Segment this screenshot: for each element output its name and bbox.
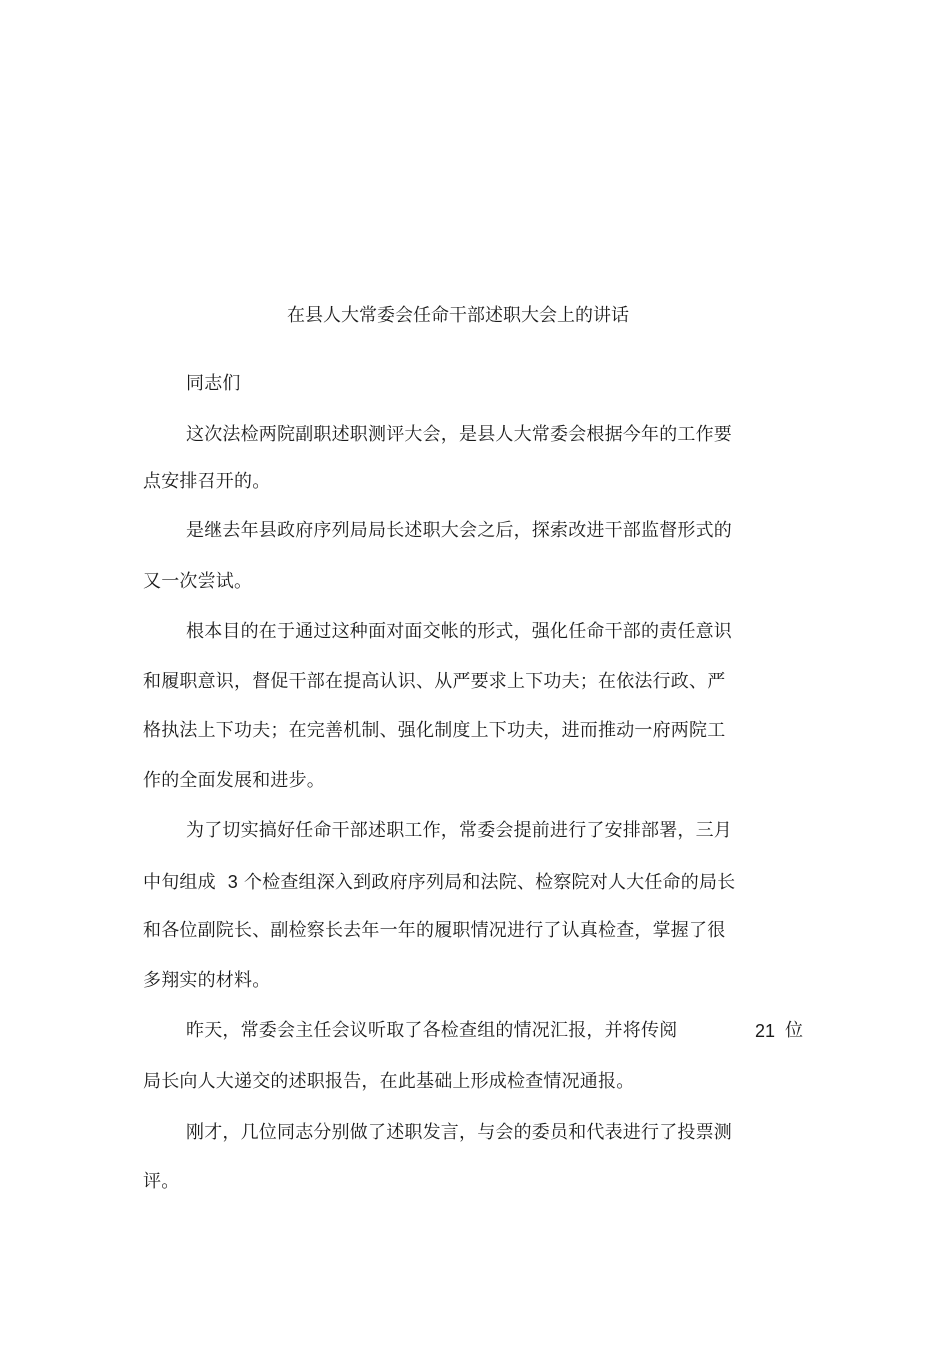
paragraph-line: 点安排召开的。	[143, 471, 271, 492]
text-segment: 个检查组深入到政府序列局和法院、检察院对人大任命的局长	[243, 872, 736, 893]
paragraph-line: 局长向人大递交的述职报告，在此基础上形成检查情况通报。	[143, 1071, 635, 1092]
text-segment: 位	[785, 1020, 804, 1041]
director-count: 21	[755, 1021, 776, 1041]
paragraph-line: 为了切实搞好任命干部述职工作，常委会提前进行了安排部署，三月	[186, 820, 732, 841]
paragraph-line: 又一次尝试。	[143, 571, 253, 592]
paragraph-line	[143, 869, 735, 896]
paragraph-line: 这次法检两院副职述职测评大会，是县人大常委会根据今年的工作要	[186, 424, 732, 445]
paragraph-line: 多翔实的材料。	[143, 970, 271, 991]
checkgroup-count: 3	[227, 872, 238, 892]
paragraph-line: 和履职意识，督促干部在提高认识、从严要求上下功夫；在依法行政、严	[143, 671, 726, 692]
paragraph-line: 是继去年县政府序列局局长述职大会之后，探索改进干部监督形式的	[186, 520, 732, 541]
document-title: 在县人大常委会任命干部述职大会上的讲话	[287, 305, 629, 326]
paragraph-line: 和各位副院长、副检察长去年一年的履职情况进行了认真检查，掌握了很	[143, 920, 726, 941]
paragraph-line: 评。	[143, 1171, 180, 1192]
salutation: 同志们	[186, 373, 241, 394]
paragraph-line: 刚才，几位同志分别做了述职发言，与会的委员和代表进行了投票测	[186, 1122, 732, 1143]
text-segment: 中旬组成	[143, 872, 216, 893]
paragraph-line: 根本目的在于通过这种面对面交帐的形式，强化任命干部的责任意识	[186, 621, 732, 642]
paragraph-line: 作的全面发展和进步。	[143, 770, 325, 791]
paragraph-line: 格执法上下功夫；在完善机制、强化制度上下功夫，进而推动一府两院工	[143, 720, 726, 741]
paragraph-line: 昨天，常委会主任会议听取了各检查组的情况汇报，并将传阅	[186, 1020, 678, 1041]
